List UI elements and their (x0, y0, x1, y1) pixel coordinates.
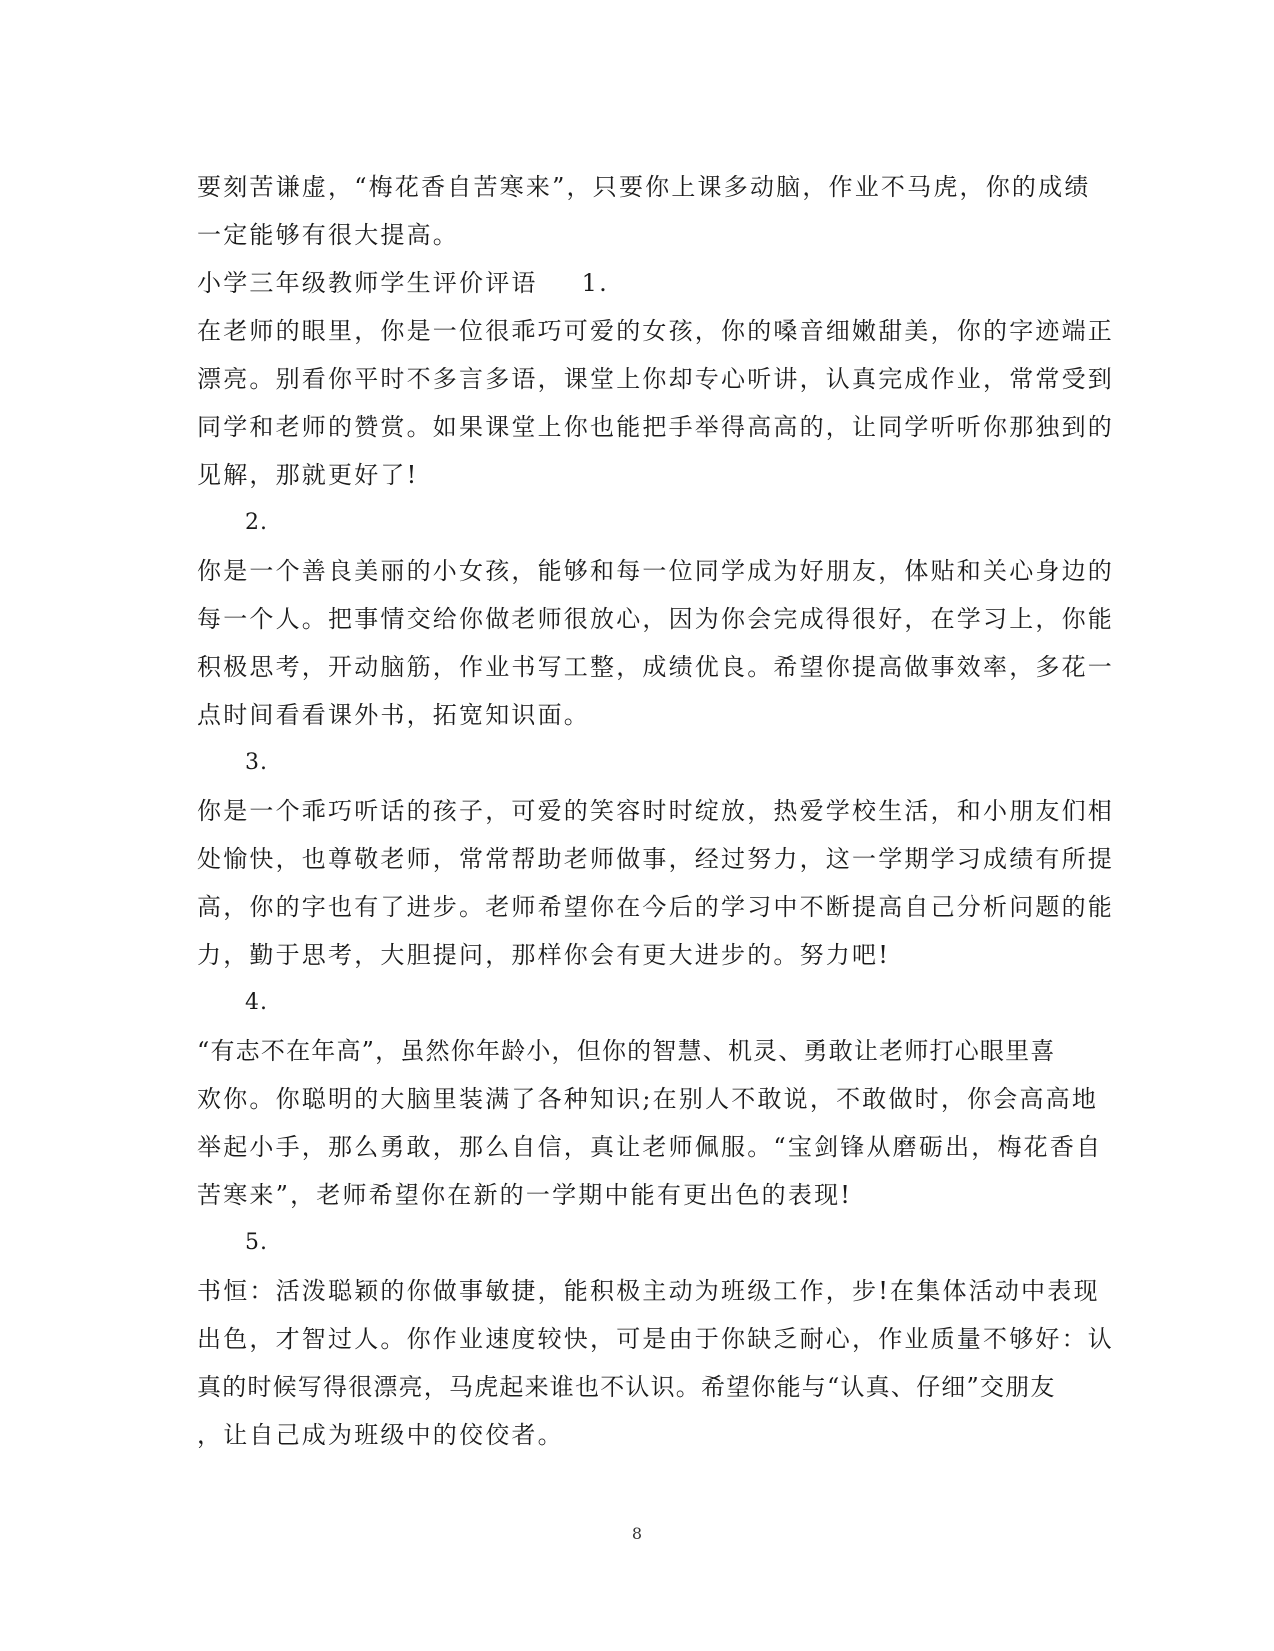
text-line: 真的时候写得很漂亮，马虎起来谁也不认识。希望你能与“认真、仔细”交朋友 (197, 1373, 1056, 1401)
page-number: 8 (631, 1524, 643, 1543)
text-line: 你是一个乖巧听话的孩子，可爱的笑容时时绽放，热爱学校生活，和小朋友们相 (197, 797, 1114, 825)
text-line: 高，你的字也有了进步。老师希望你在今后的学习中不断提高自己分析问题的能 (197, 893, 1114, 921)
text-line: 见解，那就更好了! (197, 461, 419, 489)
text-line: 你是一个善良美丽的小女孩，能够和每一位同学成为好朋友，体贴和关心身边的 (197, 557, 1114, 585)
text-line: 书恒：活泼聪颖的你做事敏捷，能积极主动为班级工作，步!在集体活动中表现 (197, 1277, 1100, 1305)
item-number: 1. (581, 269, 609, 297)
text-line: 举起小手，那么勇敢，那么自信，真让老师佩服。“宝剑锋从磨砺出，梅花香自 (197, 1133, 1103, 1161)
text-line: 处愉快，也尊敬老师，常常帮助老师做事，经过努力，这一学期学习成绩有所提 (197, 845, 1114, 873)
text-line: 同学和老师的赞赏。如果课堂上你也能把手举得高高的，让同学听听你那独到的 (197, 413, 1114, 441)
text-line: 积极思考，开动脑筋，作业书写工整，成绩优良。希望你提高做事效率，多花一 (197, 653, 1114, 681)
document-body (197, 163, 1114, 1459)
section-heading: 小学三年级教师学生评价评语 (197, 269, 538, 297)
text-line: 一定能够有很大提高。 (197, 221, 459, 249)
text-line: 苦寒来”，老师希望你在新的一学期中能有更出色的表现! (197, 1181, 853, 1209)
text-line: 每一个人。把事情交给你做老师很放心，因为你会完成得很好，在学习上，你能 (197, 605, 1114, 633)
text-line: “有志不在年高”，虽然你年龄小，但你的智慧、机灵、勇敢让老师打心眼里喜 (197, 1037, 1056, 1065)
item-number: 3. (245, 750, 268, 775)
text-line: 在老师的眼里，你是一位很乖巧可爱的女孩，你的嗓音细嫩甜美，你的字迹端正 (197, 317, 1114, 345)
text-line: 点时间看看课外书，拓宽知识面。 (197, 701, 590, 729)
text-line: ，让自己成为班级中的佼佼者。 (197, 1421, 564, 1449)
item-number: 4. (245, 990, 268, 1015)
text-line: 要刻苦谦虚，“梅花香自苦寒来”，只要你上课多动脑，作业不马虎，你的成绩 (197, 173, 1091, 201)
text-line: 力，勤于思考，大胆提问，那样你会有更大进步的。努力吧! (197, 941, 891, 969)
text-line: 欢你。你聪明的大脑里装满了各种知识;在别人不敢说，不敢做时，你会高高地 (197, 1085, 1099, 1113)
item-number: 5. (245, 1230, 268, 1255)
item-number: 2. (245, 510, 268, 535)
text-line: 漂亮。别看你平时不多言多语，课堂上你却专心听讲，认真完成作业，常常受到 (197, 365, 1114, 393)
section-heading-line (197, 259, 1077, 307)
text-line: 出色，才智过人。你作业速度较快，可是由于你缺乏耐心，作业质量不够好：认 (197, 1325, 1114, 1353)
